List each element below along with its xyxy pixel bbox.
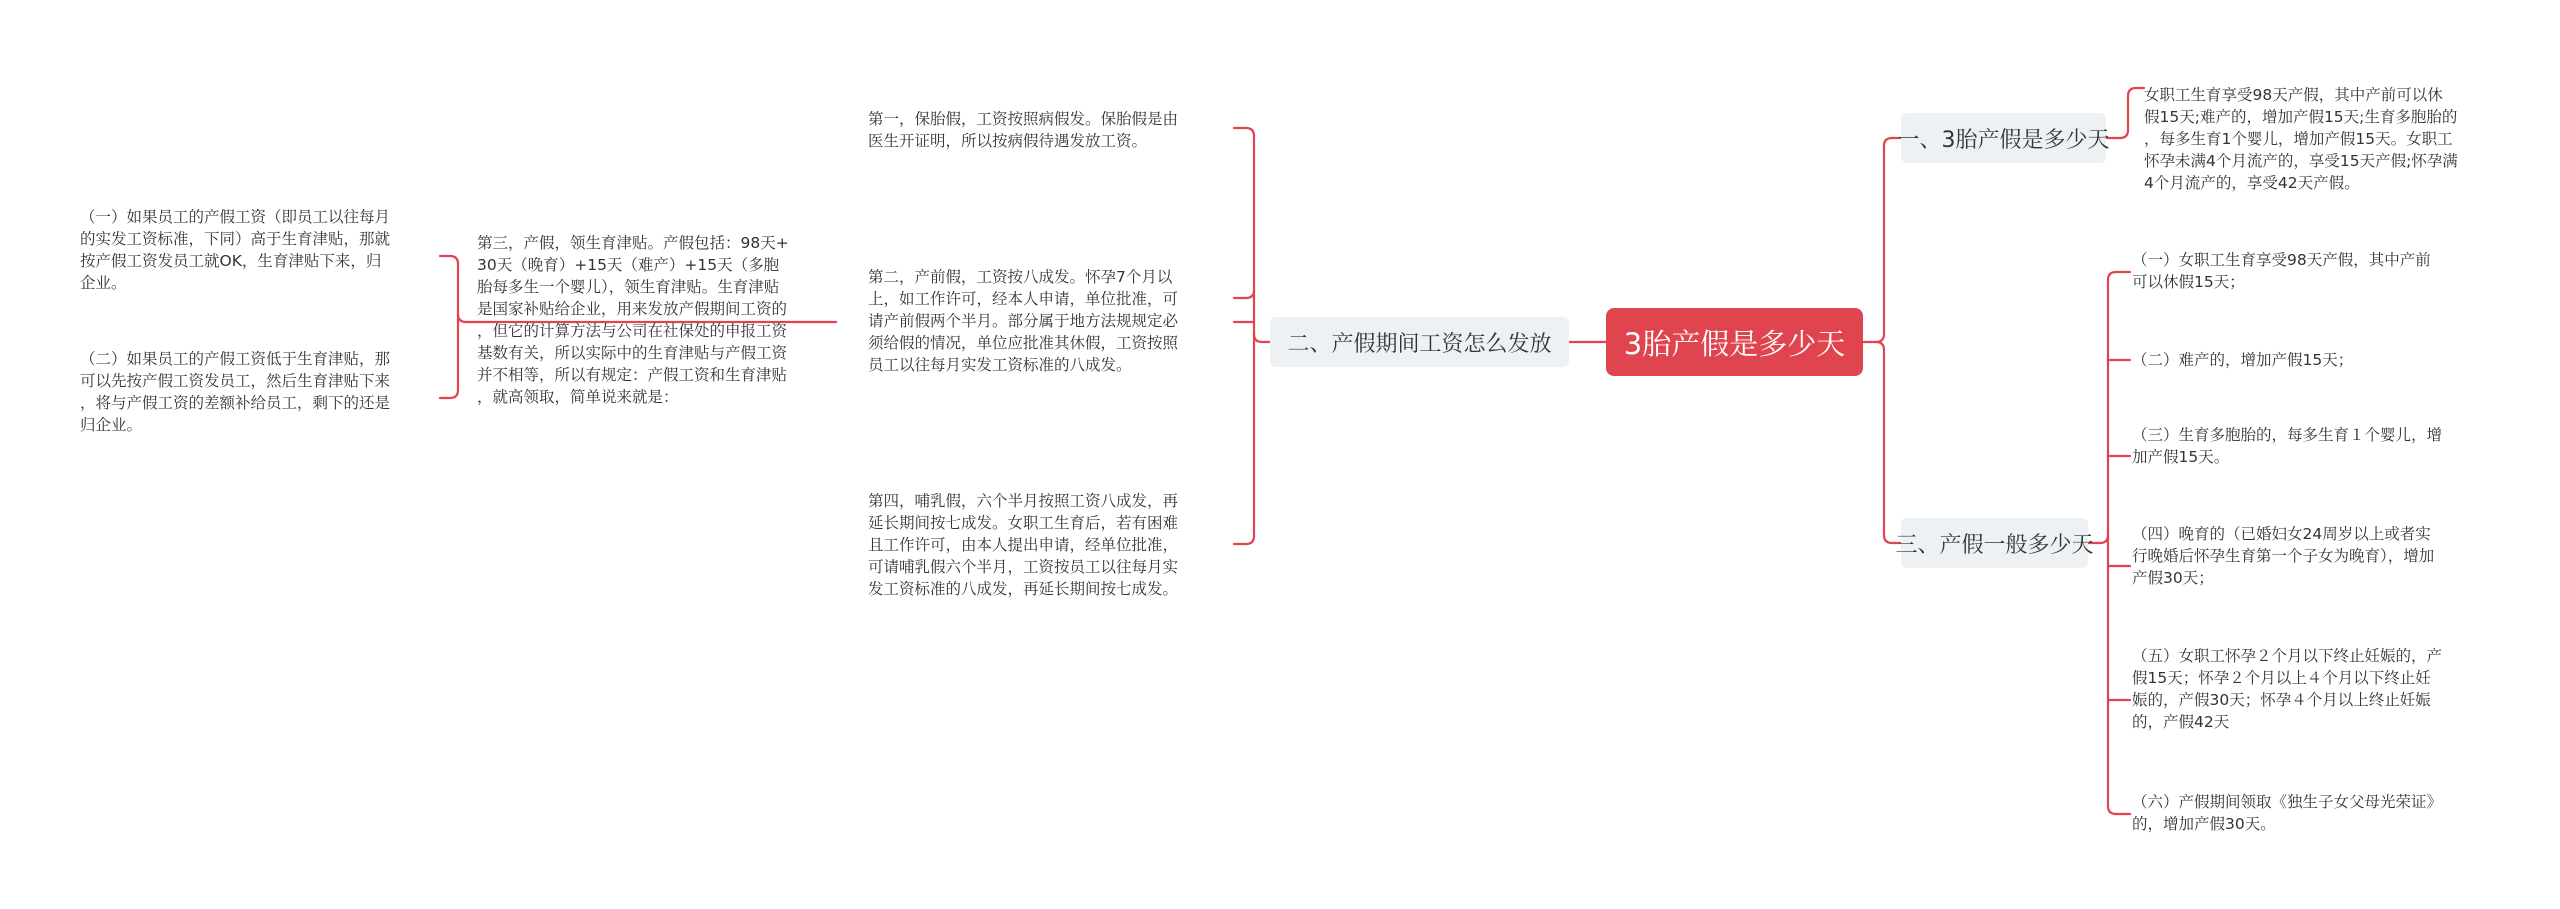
subleaf-node[interactable]: （二）如果员工的产假工资低于生育津贴，那 可以先按产假工资发员工，然后生育津贴下来 ，将与产假工资的差额补给员工，剩下的还是 归企业。: [80, 350, 391, 434]
connector-root-b3: [1876, 342, 1901, 543]
leaf-node[interactable]: 第一，保胎假，工资按照病假发。保胎假是由 医生开证明，所以按病假待遇发放工资。: [868, 110, 1179, 150]
leaf-node[interactable]: （一）女职工生育享受98天产假，其中产前 可以休假15天；: [2132, 251, 2431, 291]
leaf-node[interactable]: （四）晚育的（已婚妇女24周岁以上或者实 行晚婚后怀孕生育第一个子女为晚育），增加 产假30天；: [2132, 525, 2435, 587]
leaf-node[interactable]: （二）难产的，增加产假15天；: [2132, 351, 2354, 369]
leaf-node[interactable]: 第二，产前假，工资按八成发。怀孕7个月以 上，如工作许可，经本人申请，单位批准，可 请产前假两个半月。部分属于地方法规规定必 须给假的情况，单位应批准其休假，工资按照 员工以往每月实发工资标准的八成发。: [868, 268, 1179, 374]
connector-b2-trunk: [1234, 128, 1270, 342]
root-node[interactable]: 3胎产假是多少天: [1606, 308, 1863, 376]
branch-node-b3[interactable]: 三、产假一般多少天: [1901, 518, 2088, 568]
branch-node-b2[interactable]: 二、产假期间工资怎么发放: [1270, 317, 1569, 367]
leaf-node[interactable]: 第四，哺乳假，六个半月按照工资八成发，再 延长期间按七成发。女职工生育后，若有困难 且工作许可，由本人提出申请，经单位批准， 可请哺乳假六个半月，工资按员工以往每月实 发工资标准的八成发，再延长期间按七成发。: [868, 492, 1179, 598]
leaf-node[interactable]: （五）女职工怀孕２个月以下终止妊娠的，产 假15天；怀孕２个月以上４个月以下终止妊 娠的，产假30天；怀孕４个月以上终止妊娠 的，产假42天: [2132, 647, 2443, 731]
branch-node-b1[interactable]: 一、3胎产假是多少天: [1901, 113, 2106, 163]
connector-b1-leaf: [2106, 88, 2144, 138]
leaf-node[interactable]: （六）产假期间领取《独生子女父母光荣证》 的，增加产假30天。: [2132, 793, 2443, 833]
subleaf-node[interactable]: （一）如果员工的产假工资（即员工以往每月 的实发工资标准，下同）高于生育津贴，那就 按产假工资发员工就OK，生育津贴下来，归 企业。: [80, 208, 391, 292]
connector-root-b1: [1863, 138, 1901, 342]
leaf-node[interactable]: 第三，产假，领生育津贴。产假包括：98天+ 30天（晚育）+15天（难产）+15天（多胞 胎每多生一个婴儿），领生育津贴。生育津贴 是国家补贴给企业，用来发放产假期间工资的 ，但它的计算方法与公司在社保处的申报工资 基数有关，所以实际中的生育津贴与产假工资 并不相等，所以有规定：产假工资和生育津贴 ，就高领取，简单说来就是：: [477, 234, 789, 406]
connector-b3-trunk: [2088, 272, 2130, 543]
leaf-node[interactable]: （三）生育多胞胎的，每多生育１个婴儿，增 加产假15天。: [2132, 426, 2443, 466]
leaf-node[interactable]: 女职工生育享受98天产假，其中产前可以休 假15天;难产的，增加产假15天;生育多胞胎的 ，每多生育1个婴儿，增加产假15天。女职工 怀孕未满4个月流产的，享受15天产假;怀孕满 4个月流产的，享受42天产假。: [2144, 86, 2458, 192]
